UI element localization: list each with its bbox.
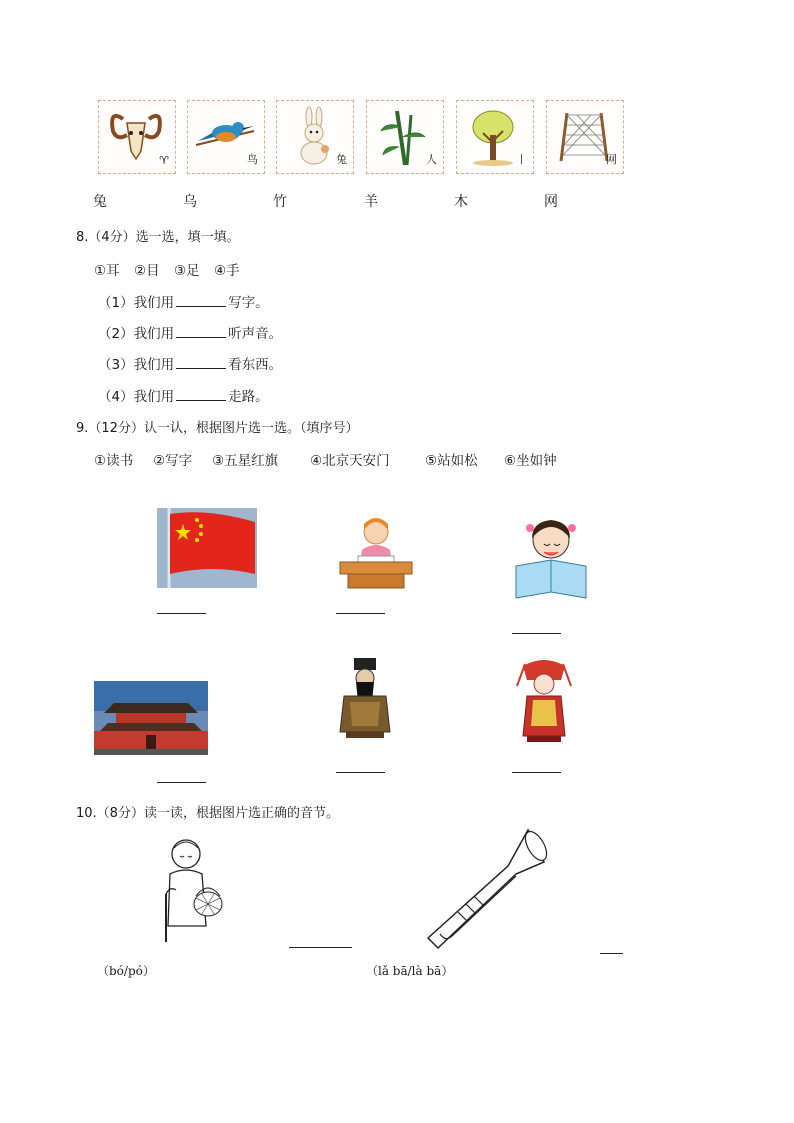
grandmother-image [154,834,228,944]
picture-glyph: 兔 [336,153,347,166]
q8-item-suffix: 写字。 [228,295,269,311]
answer-line[interactable] [512,633,561,634]
pinyin-choice-1: （bó/pó） [97,964,155,978]
caption: 竹 [273,194,287,210]
caption: 网 [544,194,558,210]
answer-blank[interactable] [176,356,226,369]
caption: 乌 [183,194,197,210]
q8-item [98,291,269,311]
answer-blank[interactable] [176,388,226,401]
q9-option: ⑥坐如钟 [504,453,557,469]
q8-item-prefix: （2）我们用 [98,326,175,342]
q9-option: ④北京天安门 [310,453,390,469]
q8-option: ①耳 [94,263,120,279]
answer-line[interactable] [289,947,352,948]
answer-line[interactable] [157,782,206,783]
rabbit-picture [276,100,354,174]
q9-option: ③五星红旗 [212,453,279,469]
q9-option: ①读书 [94,453,134,469]
question-8-title: 8.（4分）选一选，填一填。 [76,230,240,245]
q8-item [98,322,282,342]
bamboo-picture [366,100,444,174]
q8-item-suffix: 走路。 [228,389,269,405]
picture-glyph: 网 [606,153,617,166]
q8-item-prefix: （4）我们用 [98,389,175,405]
answer-line[interactable] [157,613,206,614]
net-picture [546,100,624,174]
answer-line[interactable] [336,772,385,773]
question-9-title: 9.（12分）认一认，根据图片选一选。（填序号） [76,421,359,436]
picture-glyph: 人 [426,153,437,166]
bird-picture [187,100,265,174]
q8-item-suffix: 听声音。 [228,326,283,342]
picture-glyph: ♈ [159,154,169,167]
answer-line[interactable] [600,953,623,954]
question-10-title: 10.（8分）读一读，根据图片选正确的音节。 [76,806,339,821]
q8-item-prefix: （1）我们用 [98,295,175,311]
ram-picture [98,100,176,174]
tiananmen-gate-image [94,681,208,755]
picture-glyph: 鸟 [247,153,258,166]
tree-picture [456,100,534,174]
q9-option: ⑤站如松 [425,453,478,469]
picture-glyph: 丨 [516,153,527,166]
answer-line[interactable] [512,772,561,773]
answer-blank[interactable] [176,294,226,307]
q8-option: ②目 [134,263,160,279]
pinyin-choice-2: （lǎ bā/là bā） [366,964,454,978]
answer-line[interactable] [336,613,385,614]
caption: 木 [454,194,468,210]
caption: 羊 [364,194,378,210]
q8-item [98,385,269,405]
q8-item [98,353,282,373]
girl-writing-image [334,510,418,590]
answer-blank[interactable] [176,325,226,338]
q9-option: ②写字 [153,453,193,469]
trumpet-icon [424,826,548,950]
q8-item-suffix: 看东西。 [228,357,283,373]
q8-option: ③足 [174,263,200,279]
opera-man-seated-image [338,656,392,740]
q8-item-prefix: （3）我们用 [98,357,175,373]
caption: 兔 [93,194,107,210]
girl-reading-image [514,512,588,600]
q8-option: ④手 [214,263,240,279]
five-star-red-flag-image [157,508,257,588]
opera-woman-standing-image [515,656,573,744]
